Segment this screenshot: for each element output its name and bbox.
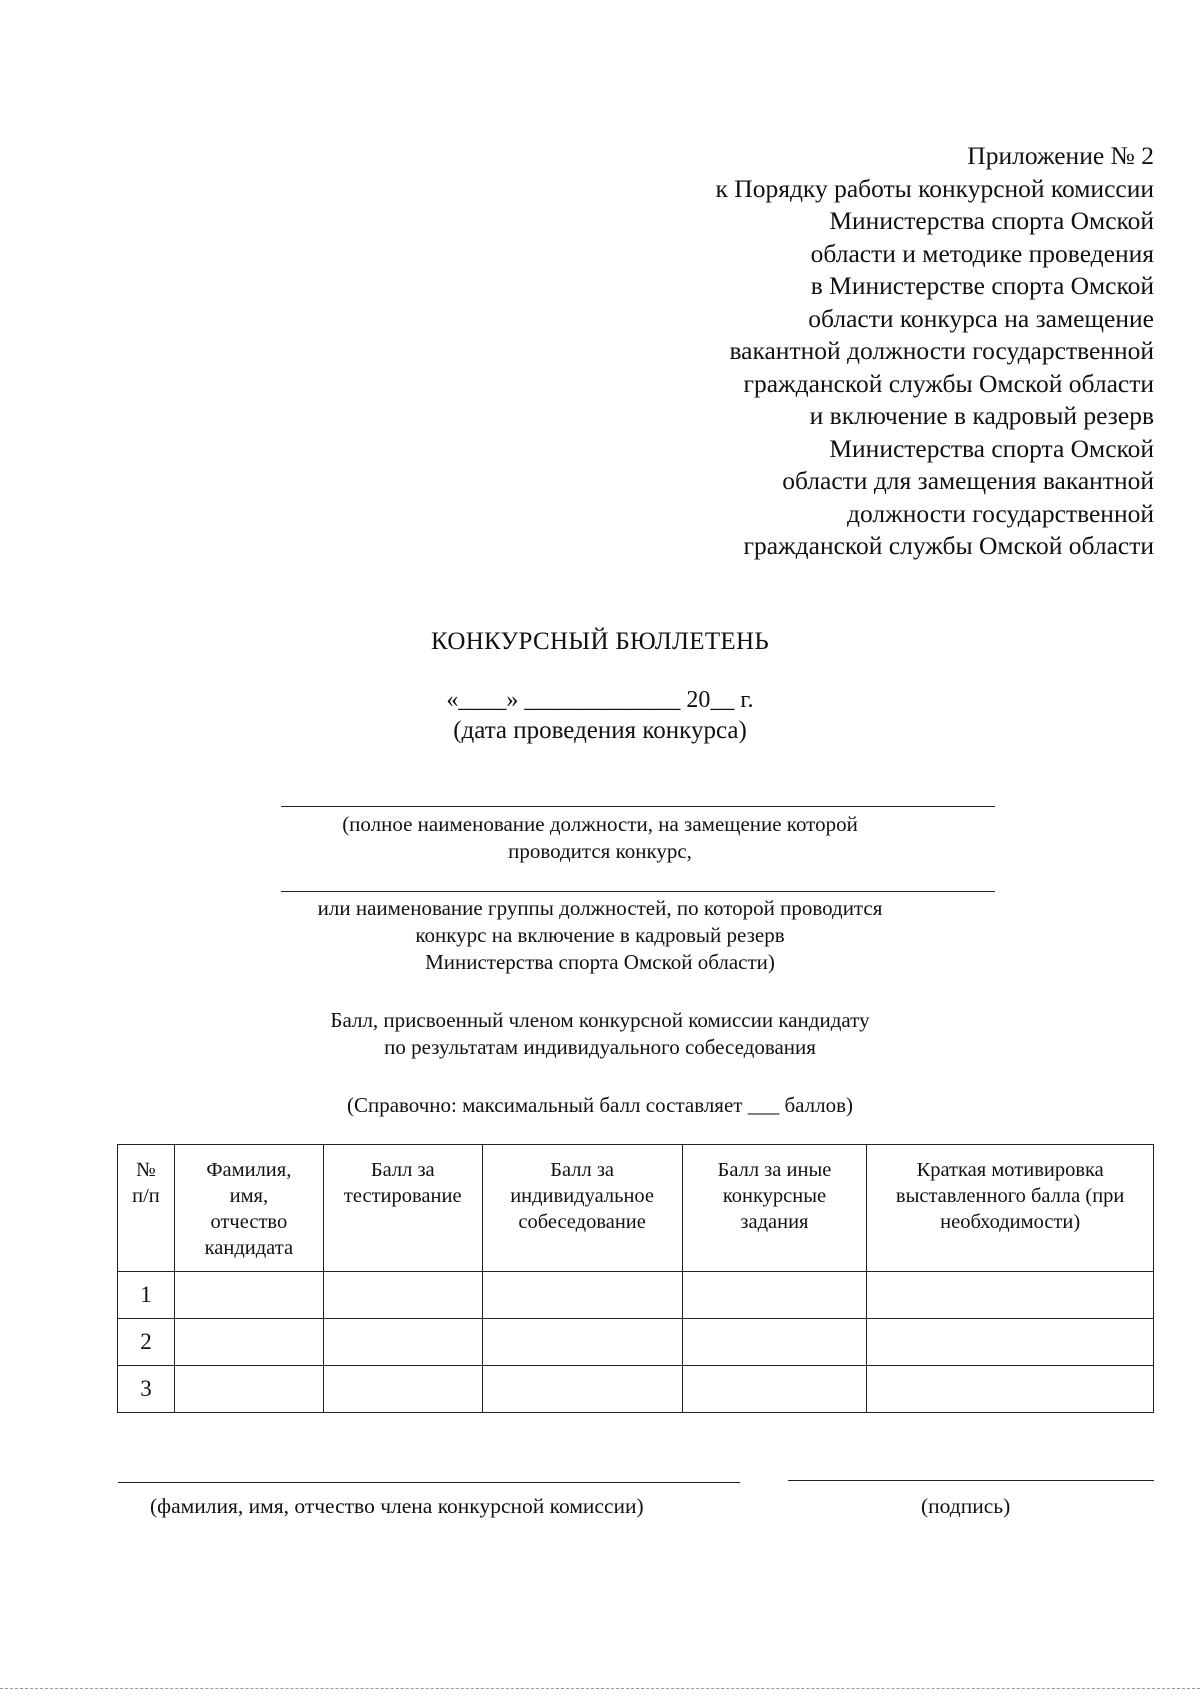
member-name-caption: (фамилия, имя, отчество члена конкурсной комиссии): [150, 1494, 644, 1518]
header-text: конкурсные: [722, 1185, 827, 1207]
header-text: Фамилия,: [206, 1159, 292, 1181]
row-num: 3: [118, 1366, 175, 1413]
table-row: [118, 1272, 1154, 1319]
header-text: выставленного балла (при: [895, 1185, 1125, 1207]
cell-testing-score[interactable]: [323, 1319, 482, 1366]
group-caption: [0, 895, 1200, 976]
signature-caption: (подпись): [921, 1494, 1011, 1518]
date-caption: (дата проведения конкурса): [453, 717, 747, 744]
group-caption-line: конкурс на включение в кадровый резерв: [415, 923, 785, 947]
score-table: [117, 1144, 1154, 1413]
appendix-line: гражданской службы Омской области: [743, 368, 1154, 398]
reference-note: (Справочно: максимальный балл составляет ___ баллов): [346, 1093, 854, 1117]
group-caption-line: или наименование группы должностей, по которой проводится: [317, 896, 883, 920]
header-text: задания: [740, 1211, 809, 1233]
header-text: имя,: [229, 1185, 269, 1207]
group-caption-line: Министерства спорта Омской области): [425, 950, 775, 974]
header-candidate-name: [174, 1145, 323, 1272]
scan-edge-artifact: [0, 1688, 1200, 1689]
appendix-line: должности государственной: [847, 498, 1154, 528]
cell-testing-score[interactable]: [323, 1272, 482, 1319]
header-motivation: [867, 1145, 1154, 1272]
score-caption-line: Балл, присвоенный членом конкурсной комиссии кандидату: [330, 1008, 870, 1032]
header-text: отчество: [210, 1211, 288, 1233]
table-row: [118, 1366, 1154, 1413]
appendix-line: и включение в кадровый резерв: [809, 401, 1154, 430]
member-name-line[interactable]: [118, 1482, 740, 1483]
signature-line[interactable]: [788, 1480, 1154, 1481]
appendix-line: к Порядку работы конкурсной комиссии: [715, 173, 1154, 203]
header-text: тестирование: [343, 1185, 462, 1207]
header-text: собеседование: [518, 1211, 646, 1233]
cell-interview-score[interactable]: [482, 1366, 682, 1413]
cell-motivation[interactable]: [867, 1366, 1154, 1413]
header-text: кандидата: [204, 1237, 294, 1259]
header-other-score: [682, 1145, 867, 1272]
cell-interview-score[interactable]: [482, 1319, 682, 1366]
appendix-line: области для замещения вакантной: [782, 466, 1154, 495]
position-caption-line: проводится конкурс,: [508, 839, 692, 863]
cell-other-score[interactable]: [682, 1319, 867, 1366]
cell-motivation[interactable]: [867, 1272, 1154, 1319]
cell-candidate-name[interactable]: [174, 1366, 323, 1413]
table-header-row: [118, 1145, 1154, 1272]
cell-other-score[interactable]: [682, 1272, 867, 1319]
table-row: [118, 1319, 1154, 1366]
appendix-header: [594, 140, 1154, 563]
position-caption: [0, 811, 1200, 865]
appendix-line: Министерства спорта Омской: [829, 206, 1154, 235]
appendix-line: Приложение № 2: [967, 141, 1154, 170]
cell-candidate-name[interactable]: [174, 1319, 323, 1366]
header-text: п/п: [132, 1185, 160, 1207]
cell-motivation[interactable]: [867, 1319, 1154, 1366]
header-testing-score: [323, 1145, 482, 1272]
header-text: Балл за: [370, 1159, 435, 1181]
score-caption-line: по результатам индивидуального собеседования: [384, 1035, 816, 1059]
cell-interview-score[interactable]: [482, 1272, 682, 1319]
cell-testing-score[interactable]: [323, 1366, 482, 1413]
header-text: индивидуальное: [510, 1185, 655, 1207]
date-field[interactable]: «____» _____________ 20__ г.: [446, 687, 754, 713]
position-caption-line: (полное наименование должности, на замещение которой: [342, 812, 858, 836]
appendix-line: области конкурса на замещение: [808, 303, 1154, 333]
appendix-line: гражданской службы Омской области: [743, 531, 1154, 560]
cell-candidate-name[interactable]: [174, 1272, 323, 1319]
header-text: необходимости): [940, 1211, 1081, 1233]
appendix-line: вакантной должности государственной: [729, 336, 1154, 365]
cell-other-score[interactable]: [682, 1366, 867, 1413]
group-name-line[interactable]: [281, 891, 995, 892]
appendix-line: Министерства спорта Омской: [829, 433, 1154, 463]
appendix-line: области и методике проведения: [810, 238, 1154, 268]
header-text: Краткая мотивировка: [916, 1159, 1104, 1181]
header-num: [118, 1145, 175, 1272]
appendix-line: в Министерстве спорта Омской: [810, 271, 1154, 300]
row-num: 2: [118, 1319, 175, 1366]
header-text: №: [136, 1159, 156, 1181]
document-title: КОНКУРСНЫЙ БЮЛЛЕТЕНЬ: [430, 628, 770, 655]
score-caption: [0, 1007, 1200, 1061]
header-text: Балл за: [550, 1159, 615, 1181]
position-name-line[interactable]: [281, 806, 995, 807]
row-num: 1: [118, 1272, 175, 1319]
header-interview-score: [482, 1145, 682, 1272]
header-text: Балл за иные: [717, 1159, 832, 1181]
